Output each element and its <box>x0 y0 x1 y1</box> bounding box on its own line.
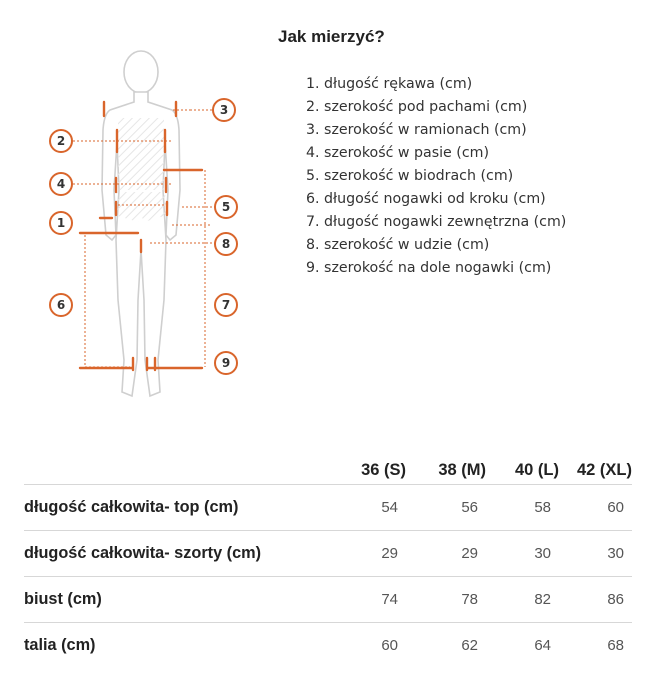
marker-6: 6 <box>56 298 66 312</box>
table-header-row <box>24 456 632 485</box>
size-chart-table <box>24 456 632 668</box>
table-row <box>24 485 632 531</box>
row-label: długość całkowita- szorty (cm) <box>24 531 324 577</box>
cell-value: 60 <box>559 485 632 531</box>
cell-value: 54 <box>324 485 406 531</box>
cell-value: 29 <box>406 531 486 577</box>
marker-9: 9 <box>221 356 231 370</box>
header-size-m: 38 (M) <box>406 456 486 485</box>
cell-value: 78 <box>406 577 486 623</box>
cell-value: 62 <box>461 637 478 654</box>
measurement-item: 7. długość nogawki zewnętrzna (cm) <box>306 214 567 230</box>
cell-value: 68 <box>607 637 624 654</box>
row-label: talia (cm) <box>24 636 96 654</box>
cell-value: 64 <box>534 637 551 654</box>
cell-value: 82 <box>486 577 559 623</box>
page-title: Jak mierzyć? <box>278 27 385 46</box>
header-size-s: 36 (S) <box>324 456 406 485</box>
marker-8: 8 <box>221 237 231 251</box>
cell-value: 30 <box>486 531 559 577</box>
cell-value: 30 <box>559 531 632 577</box>
measurement-item: 9. szerokość na dole nogawki (cm) <box>306 260 552 276</box>
cell-value: 60 <box>381 637 398 654</box>
cell-value: 56 <box>406 485 486 531</box>
header-size-l: 40 (L) <box>486 456 559 485</box>
body-silhouette <box>102 51 180 396</box>
body-measurement-diagram <box>40 40 260 410</box>
marker-3: 3 <box>219 103 229 117</box>
measurement-item: 6. długość nogawki od kroku (cm) <box>306 191 546 207</box>
table-row <box>24 531 632 577</box>
cell-value: 86 <box>559 577 632 623</box>
table-row <box>24 577 632 623</box>
measurement-instructions <box>306 74 566 281</box>
measurement-item: 8. szerokość w udzie (cm) <box>306 237 490 253</box>
marker-5: 5 <box>221 200 231 214</box>
measurement-item: 3. szerokość w ramionach (cm) <box>306 122 527 138</box>
marker-1: 1 <box>56 216 66 230</box>
measurement-item: 5. szerokość w biodrach (cm) <box>306 168 514 184</box>
header-empty <box>24 456 324 485</box>
marker-4: 4 <box>56 177 66 191</box>
garment-hatching <box>115 118 167 222</box>
header-size-xl: 42 (XL) <box>559 456 632 485</box>
table-row <box>24 623 632 669</box>
row-label: biust (cm) <box>24 577 324 623</box>
measurement-item: 1. długość rękawa (cm) <box>306 76 473 92</box>
row-label: długość całkowita- top (cm) <box>24 485 324 531</box>
cell-value: 74 <box>324 577 406 623</box>
measurement-item: 2. szerokość pod pachami (cm) <box>306 99 528 115</box>
cell-value: 29 <box>324 531 406 577</box>
cell-value: 58 <box>486 485 559 531</box>
marker-2: 2 <box>56 134 66 148</box>
marker-7: 7 <box>221 298 231 312</box>
measurement-item: 4. szerokość w pasie (cm) <box>306 145 489 161</box>
